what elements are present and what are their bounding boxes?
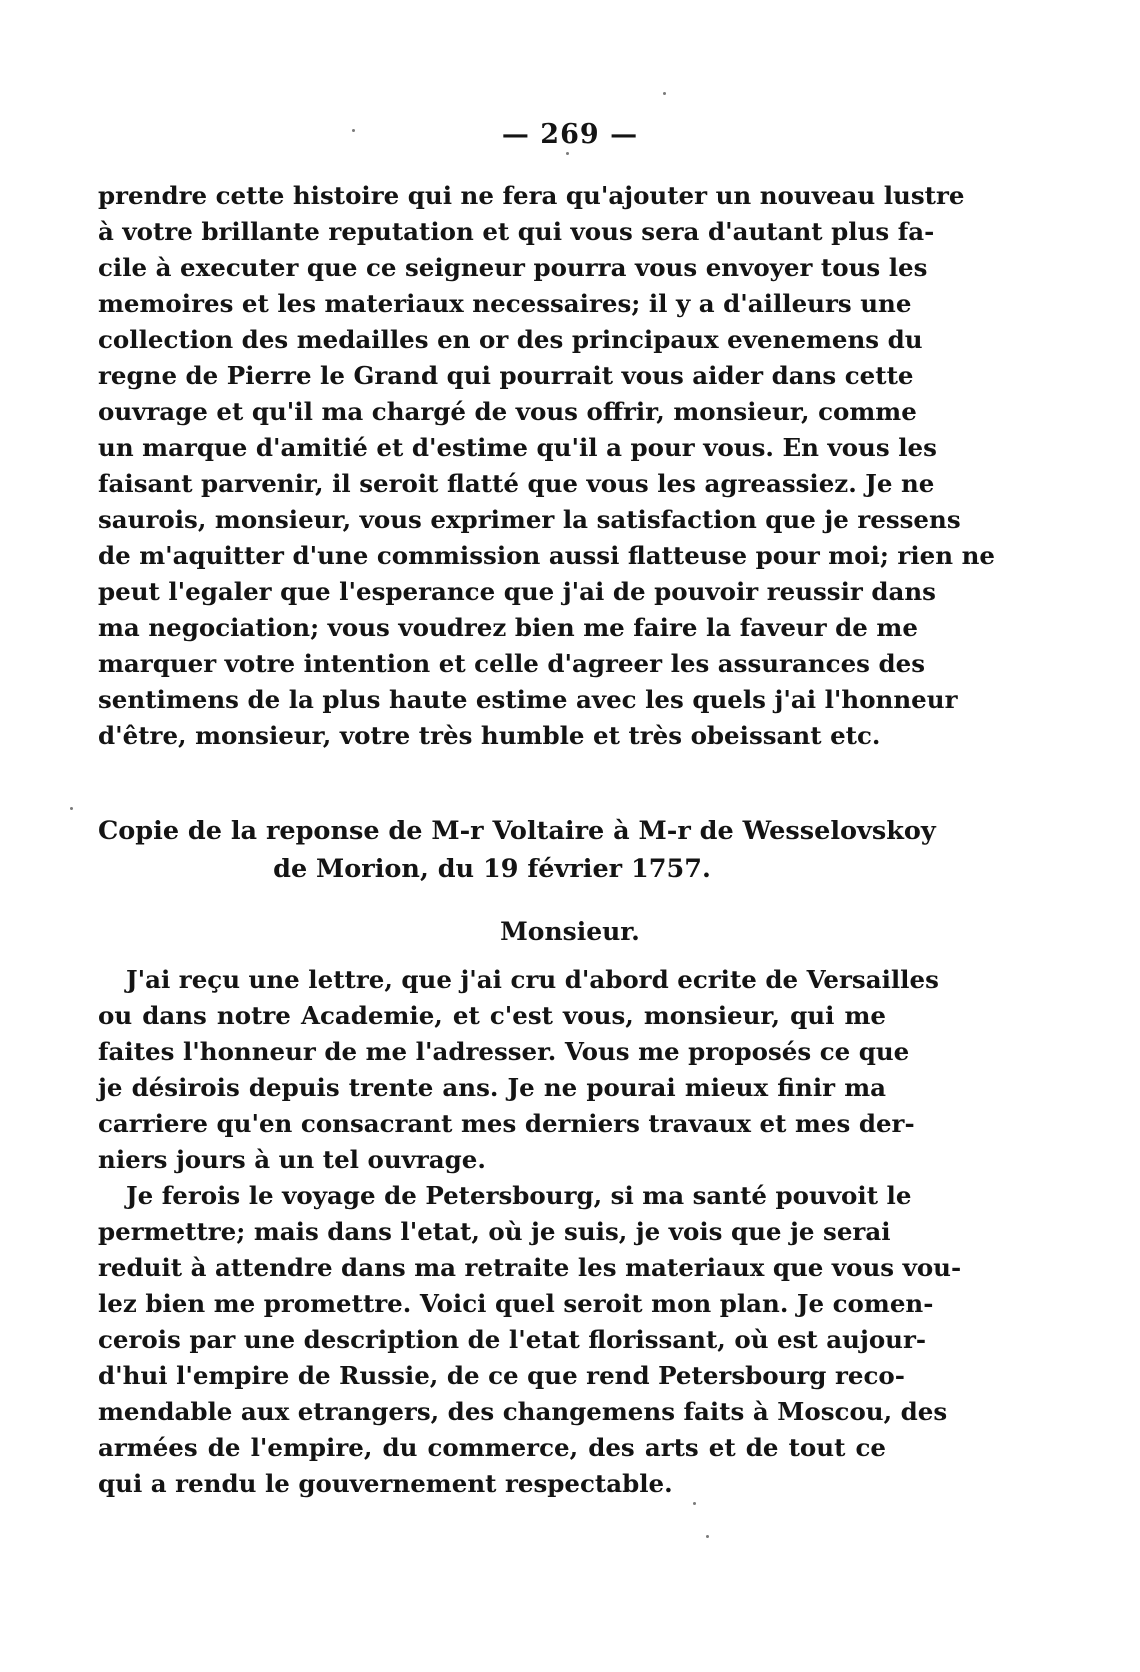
text-line: prendre cette histoire qui ne fera qu'ajouter un nouveau lustre (98, 181, 965, 210)
text-line: cerois par une description de l'etat florissant, où est aujour- (98, 1325, 927, 1354)
text-line: reduit à attendre dans ma retraite les materiaux que vous vou- (98, 1253, 962, 1282)
text-line: d'hui l'empire de Russie, de ce que rend Petersbourg reco- (98, 1361, 905, 1390)
text-line: mendable aux etrangers, des changemens faits à Moscou, des (98, 1397, 948, 1426)
print-speck (352, 129, 355, 132)
text-line: permettre; mais dans l'etat, où je suis, je vois que je serai (98, 1217, 891, 1246)
text-line: un marque d'amitié et d'estime qu'il a pour vous. En vous les (98, 433, 937, 462)
text-line: de m'aquitter d'une commission aussi flatteuse pour moi; rien ne (98, 541, 995, 570)
print-speck (70, 807, 73, 810)
heading-line: de Morion, du 19 février 1757. (273, 854, 711, 884)
text-line: armées de l'empire, du commerce, des arts et de tout ce (98, 1433, 886, 1462)
text-line: collection des medailles en or des principaux evenemens du (98, 325, 923, 354)
text-line: cile à executer que ce seigneur pourra vous envoyer tous les (98, 253, 928, 282)
text-line: sentimens de la plus haute estime avec les quels j'ai l'honneur (98, 685, 958, 714)
text-line: J'ai reçu une lettre, que j'ai cru d'abord ecrite de Versailles (126, 965, 939, 994)
text-line: faites l'honneur de me l'adresser. Vous me proposés ce que (98, 1037, 910, 1066)
text-line: carriere qu'en consacrant mes derniers travaux et mes der- (98, 1109, 915, 1138)
page-number: — 269 — (501, 119, 639, 150)
letter-paragraph (98, 178, 995, 754)
heading-line: Copie de la reponse de M-r Voltaire à M-r de Wesselovskoy (98, 816, 936, 846)
text-line: je désirois depuis trente ans. Je ne pourai mieux finir ma (98, 1073, 886, 1102)
section-heading (98, 812, 936, 888)
print-speck (566, 152, 569, 155)
text-line: d'être, monsieur, votre très humble et très obeissant etc. (98, 721, 881, 750)
text-line: ou dans notre Academie, et c'est vous, monsieur, qui me (98, 1001, 886, 1030)
text-line: marquer votre intention et celle d'agreer les assurances des (98, 649, 925, 678)
print-speck (693, 1502, 696, 1505)
print-speck (706, 1535, 709, 1538)
text-line: niers jours à un tel ouvrage. (98, 1145, 486, 1174)
reply-paragraph-1 (98, 962, 939, 1178)
text-line: ouvrage et qu'il ma chargé de vous offrir, monsieur, comme (98, 397, 917, 426)
text-line: à votre brillante reputation et qui vous sera d'autant plus fa- (98, 217, 935, 246)
text-line: memoires et les materiaux necessaires; il y a d'ailleurs une (98, 289, 912, 318)
salutation: Monsieur. (500, 917, 640, 946)
text-line: saurois, monsieur, vous exprimer la satisfaction que je ressens (98, 505, 961, 534)
reply-paragraph-2 (98, 1178, 962, 1502)
text-line: lez bien me promettre. Voici quel seroit mon plan. Je comen- (98, 1289, 934, 1318)
text-line: faisant parvenir, il seroit flatté que vous les agreassiez. Je ne (98, 469, 935, 498)
text-line: regne de Pierre le Grand qui pourrait vous aider dans cette (98, 361, 914, 390)
text-line: peut l'egaler que l'esperance que j'ai de pouvoir reussir dans (98, 577, 936, 606)
text-line: Je ferois le voyage de Petersbourg, si ma santé pouvoit le (126, 1181, 912, 1210)
text-line: qui a rendu le gouvernement respectable. (98, 1469, 673, 1498)
text-line: ma negociation; vous voudrez bien me faire la faveur de me (98, 613, 918, 642)
print-speck (663, 92, 666, 95)
